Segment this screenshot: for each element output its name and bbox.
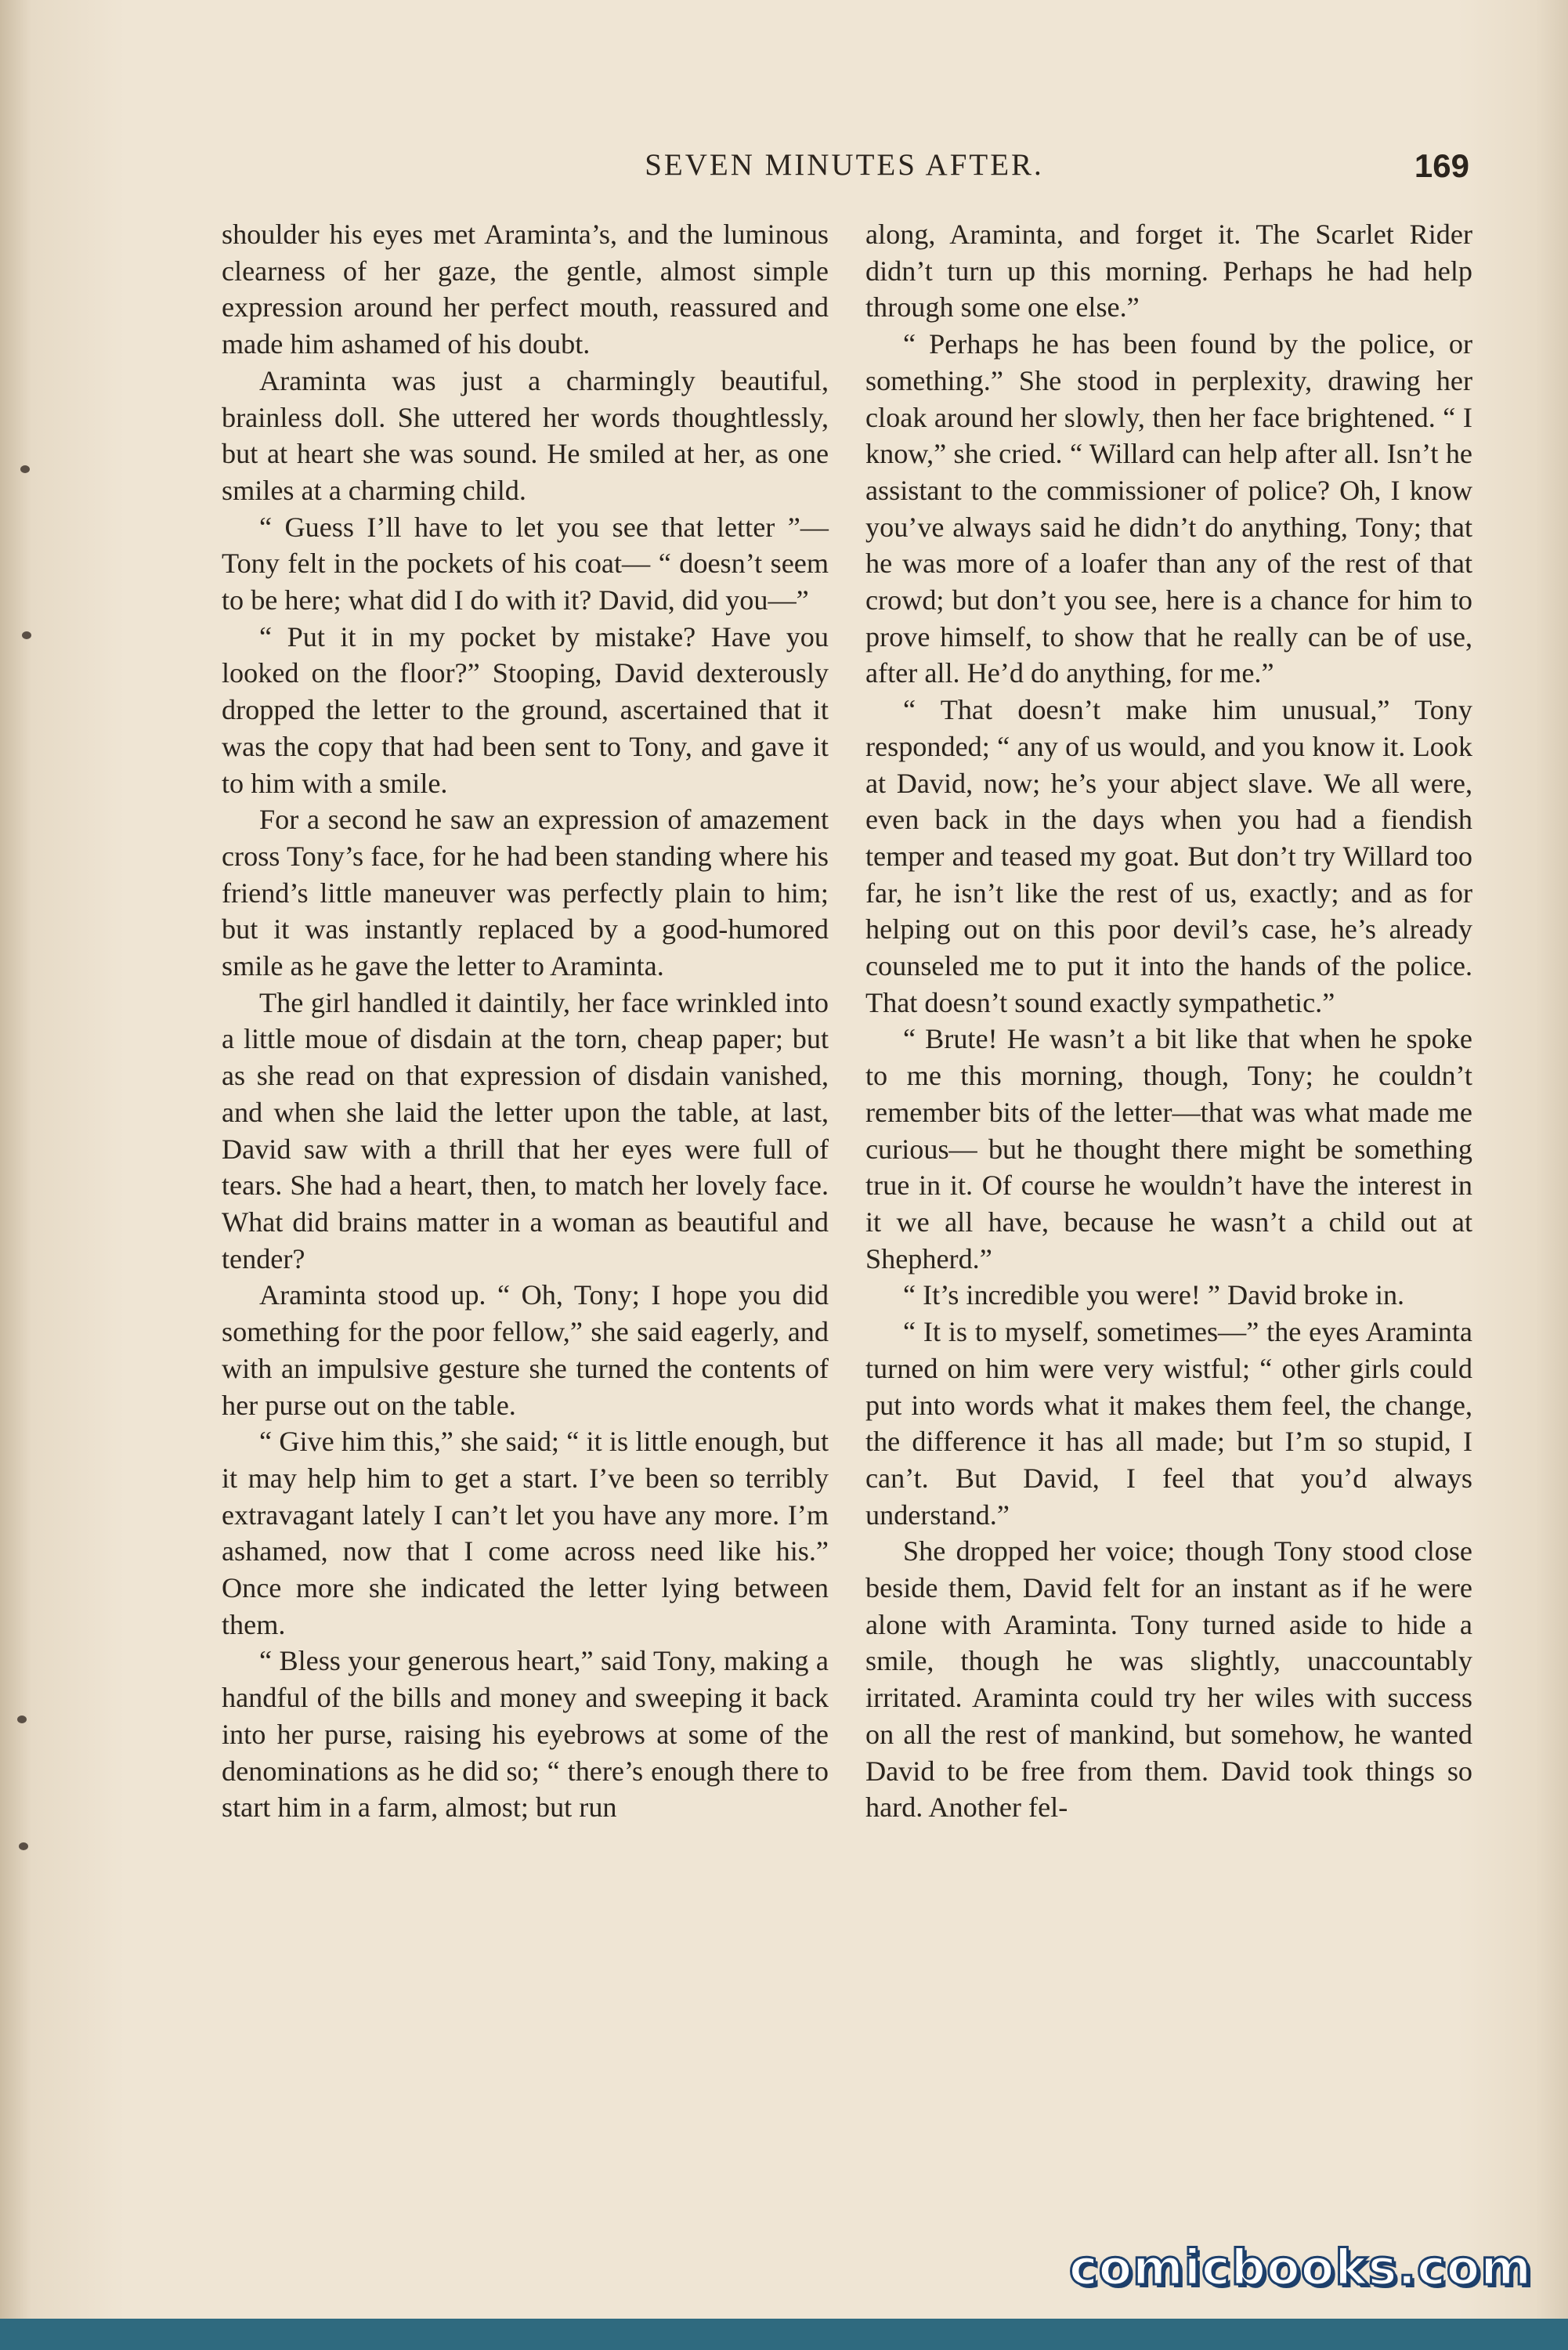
margin-speck: [22, 631, 31, 639]
paragraph: For a second he saw an expression of amazement cross Tony’s face, for he had been standing where his friend’s little maneuver was perfectly plain to him; but it was instantly replaced by a good-humored smile as he gave the letter to Araminta.: [222, 804, 829, 982]
paragraph: “ It is to myself, sometimes—” the eyes Araminta turned on him were very wistful; “ other girls could put into words what it makes them feel, the change, the difference it has all made; but I’m so stupid, I can’t. But David, I feel that you’d always understand.”: [865, 1316, 1472, 1531]
paragraph: “ That doesn’t make him unusual,” Tony responded; “ any of us would, and you know it. Look at David, now; he’s your abject slave. We all were, even back in the days when you had a fiendish temper and teased my goat. But don’t try Willard too far, he isn’t like the rest of us, exactly; and as for helping out on this poor devil’s case, he’s already counseled me to put it into the hands of the police. That doesn’t sound exactly sympathetic.”: [865, 694, 1472, 1018]
paragraph: Araminta was just a charmingly beautiful, brainless doll. She uttered her words thoughtlessly, but at heart she was sound. He smiled at her, as one smiles at a charming child.: [222, 364, 829, 506]
running-head: SEVEN MINUTES AFTER.: [645, 148, 1044, 182]
paragraph: shoulder his eyes met Araminta’s, and the luminous clearness of her gaze, the gentle, almost simple expression around her perfect mouth, reassured and made him ashamed of his doubt.: [222, 219, 829, 360]
margin-speck: [19, 1842, 28, 1850]
margin-speck: [17, 1716, 27, 1723]
page-header: [219, 147, 1469, 202]
margin-speck: [20, 465, 30, 473]
paragraph: “ Bless your generous heart,” said Tony, making a handful of the bills and money and sweeping it back into her purse, raising his eyebrows at some of the denominations as he did so; “ there’s enough there to start him in a farm, almost; but run: [222, 1645, 829, 1824]
paragraph: “ Brute! He wasn’t a bit like that when he spoke to me this morning, though, Tony; he couldn’t remember bits of the letter—that was what made me curious— but he thought there might be something true in it. Of course he wouldn’t have the interest in it we all have, because he wasn’t a child out at Shepherd.”: [865, 1023, 1472, 1274]
text-column-right: [865, 216, 1472, 1826]
bottom-strip: [0, 2319, 1568, 2350]
paragraph: along, Araminta, and forget it. The Scarlet Rider didn’t turn up this morning. Perhaps he had help through some one else.”: [865, 219, 1472, 324]
paragraph: “ It’s incredible you were! ” David broke in.: [903, 1279, 1405, 1311]
paragraph: “ Give him this,” she said; “ it is little enough, but it may help him to get a start. I’ve been so terribly extravagant lately I can’t let you have any more. I’m ashamed, now that I come across need like his.” Once more she indicated the letter lying between them.: [222, 1426, 829, 1640]
page-number: 169: [1414, 147, 1469, 184]
paragraph: Araminta stood up. “ Oh, Tony; I hope you did something for the poor fellow,” she said eagerly, and with an impulsive gesture she turned the contents of her purse out on the table.: [222, 1279, 829, 1421]
paragraph: “ Guess I’ll have to let you see that letter ”—Tony felt in the pockets of his coat— “ doesn’t seem to be here; what did I do with it? David, did you—”: [222, 511, 829, 616]
text-column-left: [222, 216, 829, 1826]
paragraph: “ Put it in my pocket by mistake? Have you looked on the floor?” Stooping, David dexterously dropped the letter to the ground, ascertained that it was the copy that had been sent to Tony, and gave it to him with a smile.: [222, 620, 829, 799]
site-watermark: comicbooks.com: [1068, 2239, 1532, 2296]
paragraph: “ Perhaps he has been found by the police, or something.” She stood in perplexity, drawing her cloak around her slowly, then her face brightened. “ I know,” she cried. “ Willard can help after all. Isn’t he assistant to the commissioner of police? Oh, I know you’ve always said he didn’t do anything, Tony; that he was more of a loafer than any of the rest of that crowd; but don’t you see, here is a chance for him to prove himself, to show that he really can be of use, after all. He’d do anything, for me.”: [865, 328, 1472, 689]
paragraph: The girl handled it daintily, her face wrinkled into a little moue of disdain at the torn, cheap paper; but as she read on that expression of disdain vanished, and when she laid the letter upon the table, at last, David saw with a thrill that her eyes were full of tears. She had a heart, then, to match her lovely face. What did brains matter in a woman as beautiful and tender?: [222, 986, 829, 1274]
paragraph: She dropped her voice; though Tony stood close beside them, David felt for an instant as if he were alone with Araminta. Tony turned aside to hide a smile, though he was slightly, unaccountably irritated. Araminta could try her wiles with success on all the rest of mankind, but somehow, he wanted David to be free from them. David took things so hard. Another fel-: [865, 1535, 1472, 1824]
